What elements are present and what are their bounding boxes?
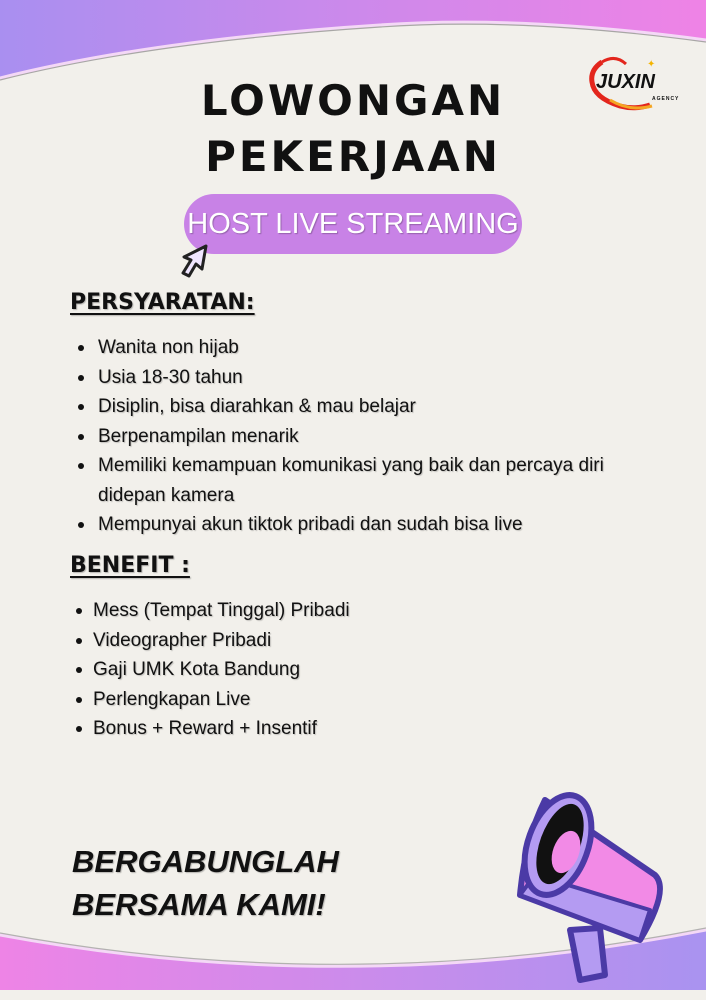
list-item: Mess (Tempat Tinggal) Pribadi bbox=[93, 596, 593, 626]
list-item: Videographer Pribadi bbox=[93, 626, 593, 656]
position-badge: HOST LIVE STREAMING bbox=[184, 194, 522, 254]
list-item: Usia 18-30 tahun bbox=[95, 363, 635, 393]
requirements-heading: PERSYARATAN: bbox=[70, 290, 255, 315]
title-line-2: PEKERJAAN bbox=[205, 132, 501, 181]
benefits-list bbox=[93, 596, 593, 744]
cta-line-1: BERGABUNGLAH bbox=[72, 844, 339, 879]
call-to-action bbox=[72, 840, 339, 926]
benefits-heading: BENEFIT : bbox=[70, 553, 190, 578]
cta-line-2: BERSAMA KAMI! bbox=[72, 887, 326, 922]
list-item: Disiplin, bisa diarahkan & mau belajar bbox=[95, 392, 635, 422]
list-item: Memiliki kemampuan komunikasi yang baik dan percaya diri didepan kamera bbox=[95, 451, 628, 510]
title-line-1: LOWONGAN bbox=[200, 76, 506, 125]
list-item: Berpenampilan menarik bbox=[95, 422, 635, 452]
list-item: Mempunyai akun tiktok pribadi dan sudah bisa live bbox=[95, 510, 635, 540]
list-item: Bonus + Reward + Insentif bbox=[93, 714, 593, 744]
list-item: Gaji UMK Kota Bandung bbox=[93, 655, 593, 685]
svg-text:JUXIN: JUXIN bbox=[596, 71, 655, 93]
list-item: Perlengkapan Live bbox=[93, 685, 593, 715]
svg-text:AGENCY: AGENCY bbox=[652, 96, 680, 102]
cursor-icon bbox=[178, 243, 214, 279]
megaphone-icon bbox=[500, 780, 690, 990]
svg-text:✦: ✦ bbox=[647, 59, 656, 70]
requirements-list bbox=[95, 333, 635, 540]
list-item: Wanita non hijab bbox=[95, 333, 635, 363]
